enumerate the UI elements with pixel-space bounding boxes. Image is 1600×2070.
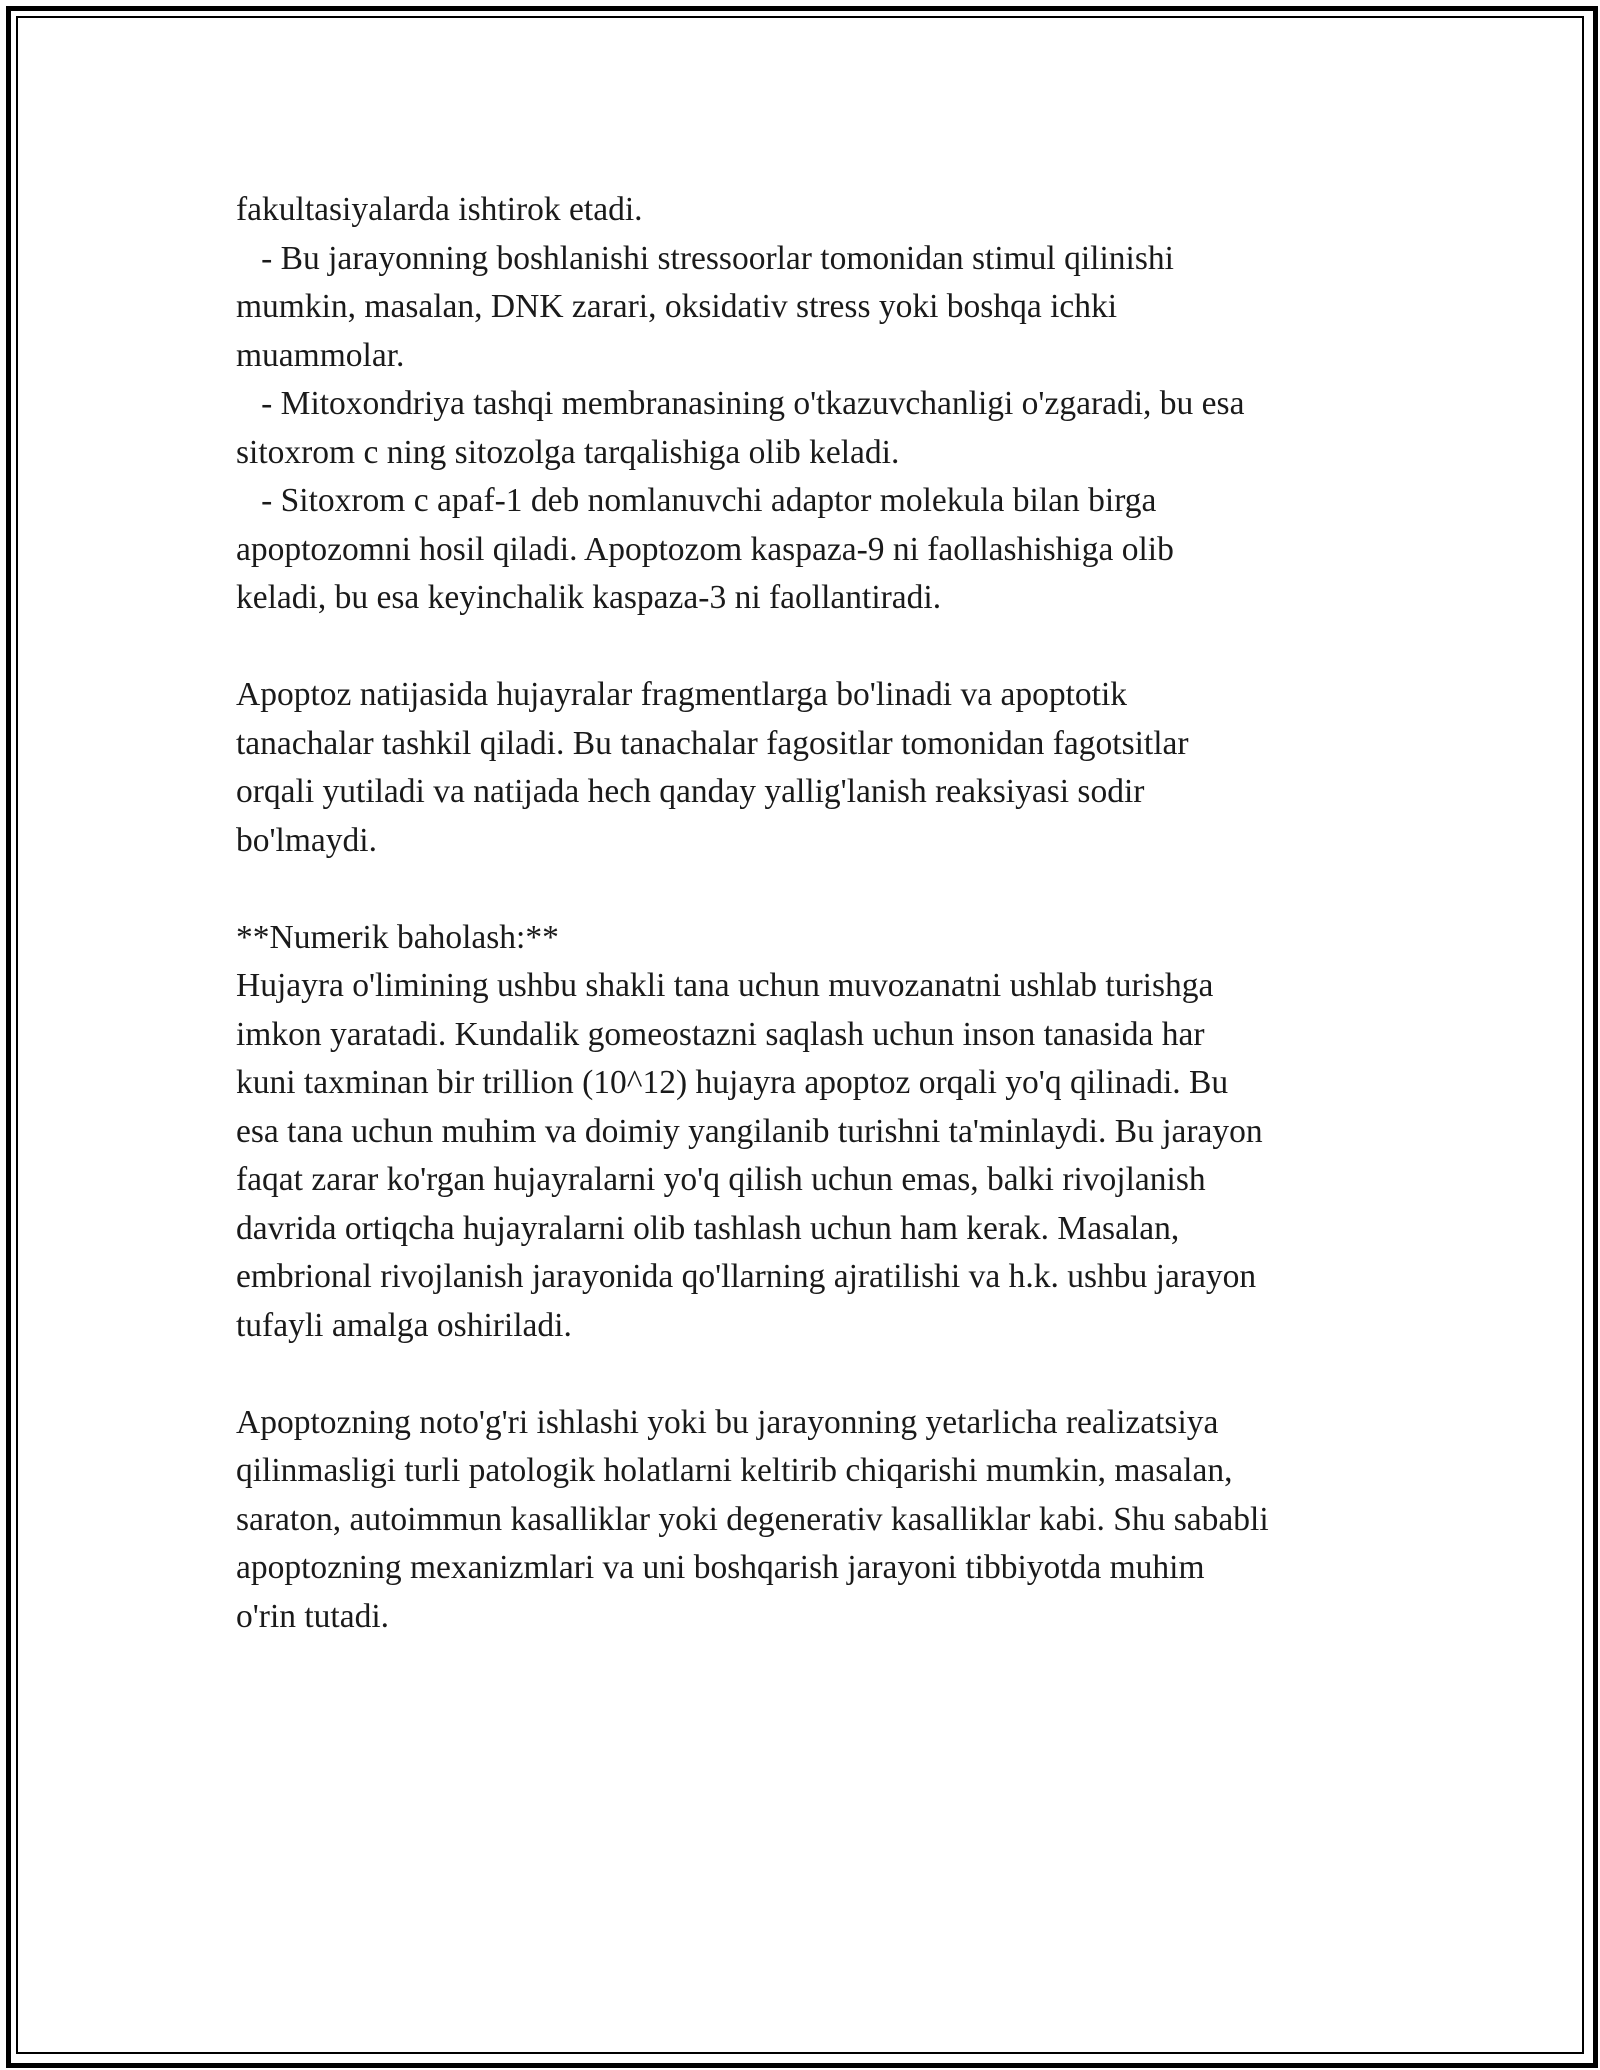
text-line: embrional rivojlanish jarayonida qo'llarning ajratilishi va h.k. ushbu jarayon <box>236 1258 1257 1295</box>
text-line: - Mitoxondriya tashqi membranasining o'tkazuvchanligi o'zgaradi, bu esa <box>236 385 1245 422</box>
text-line: faqat zarar ko'rgan hujayralarni yo'q qilish uchun emas, balki rivojlanish <box>236 1161 1206 1198</box>
text-line: - Bu jarayonning boshlanishi stressoorlar tomonidan stimul qilinishi <box>236 239 1174 277</box>
section-heading: **Numerik baholash:** <box>236 918 559 956</box>
paragraph-pathology <box>236 1399 1376 1642</box>
text-line: tufayli amalga oshiriladi. <box>236 1306 572 1344</box>
text-line: apoptozning mexanizmlari va uni boshqarish jarayoni tibbiyotda muhim <box>236 1549 1205 1586</box>
paragraph-gap <box>236 623 1376 672</box>
text-line: o'rin tutadi. <box>236 1597 390 1635</box>
text-line: tanachalar tashkil qiladi. Bu tanachalar fagositlar tomonidan fagotsitlar <box>236 724 1189 762</box>
paragraph-apoptotic-bodies <box>236 671 1376 865</box>
text-line: orqali yutiladi va natijada hech qanday yallig'lanish reaksiyasi sodir <box>236 773 1145 810</box>
text-line: esa tana uchun muhim va doimiy yangilanib turishni ta'minlaydi. Bu jarayon <box>236 1112 1263 1150</box>
text-line: sitoxrom c ning sitozolga tarqalishiga olib keladi. <box>236 433 900 471</box>
text-line: muammolar. <box>236 336 405 374</box>
paragraph-mitochondrial-pathway <box>236 186 1376 623</box>
paragraph-gap <box>236 1350 1376 1399</box>
text-line: Hujayra o'limining ushbu shakli tana uchun muvozanatni ushlab turishga <box>236 967 1214 1004</box>
text-line: kuni taxminan bir trillion (10^12) hujayra apoptoz orqali yo'q qilinadi. Bu <box>236 1064 1229 1101</box>
text-line: - Sitoxrom c apaf-1 deb nomlanuvchi adaptor molekula bilan birga <box>236 482 1157 519</box>
paragraph-gap <box>236 865 1376 914</box>
text-line: mumkin, masalan, DNK zarari, oksidativ stress yoki boshqa ichki <box>236 288 1118 325</box>
text-line: qilinmasligi turli patologik holatlarni keltirib chiqarishi mumkin, masalan, <box>236 1452 1233 1489</box>
text-line: Apoptoz natijasida hujayralar fragmentlarga bo'linadi va apoptotik <box>236 676 1128 713</box>
text-line: bo'lmaydi. <box>236 821 377 859</box>
text-line: fakultasiyalarda ishtirok etadi. <box>236 191 643 228</box>
text-line: imkon yaratadi. Kundalik gomeostazni saqlash uchun inson tanasida har <box>236 1015 1205 1053</box>
text-line: Apoptozning noto'g'ri ishlashi yoki bu jarayonning yetarlicha realizatsiya <box>236 1403 1219 1441</box>
text-line: apoptozomni hosil qiladi. Apoptozom kaspaza-9 ni faollashishiga olib <box>236 530 1174 568</box>
text-line: keladi, bu esa keyinchalik kaspaza-3 ni faollantiradi. <box>236 579 942 616</box>
text-line: saraton, autoimmun kasalliklar yoki degenerativ kasalliklar kabi. Shu sababli <box>236 1500 1269 1538</box>
text-line: davrida ortiqcha hujayralarni olib tashlash uchun ham kerak. Masalan, <box>236 1209 1180 1247</box>
paragraph-numeric-estimate <box>236 914 1376 1351</box>
document-body <box>236 186 1376 1641</box>
